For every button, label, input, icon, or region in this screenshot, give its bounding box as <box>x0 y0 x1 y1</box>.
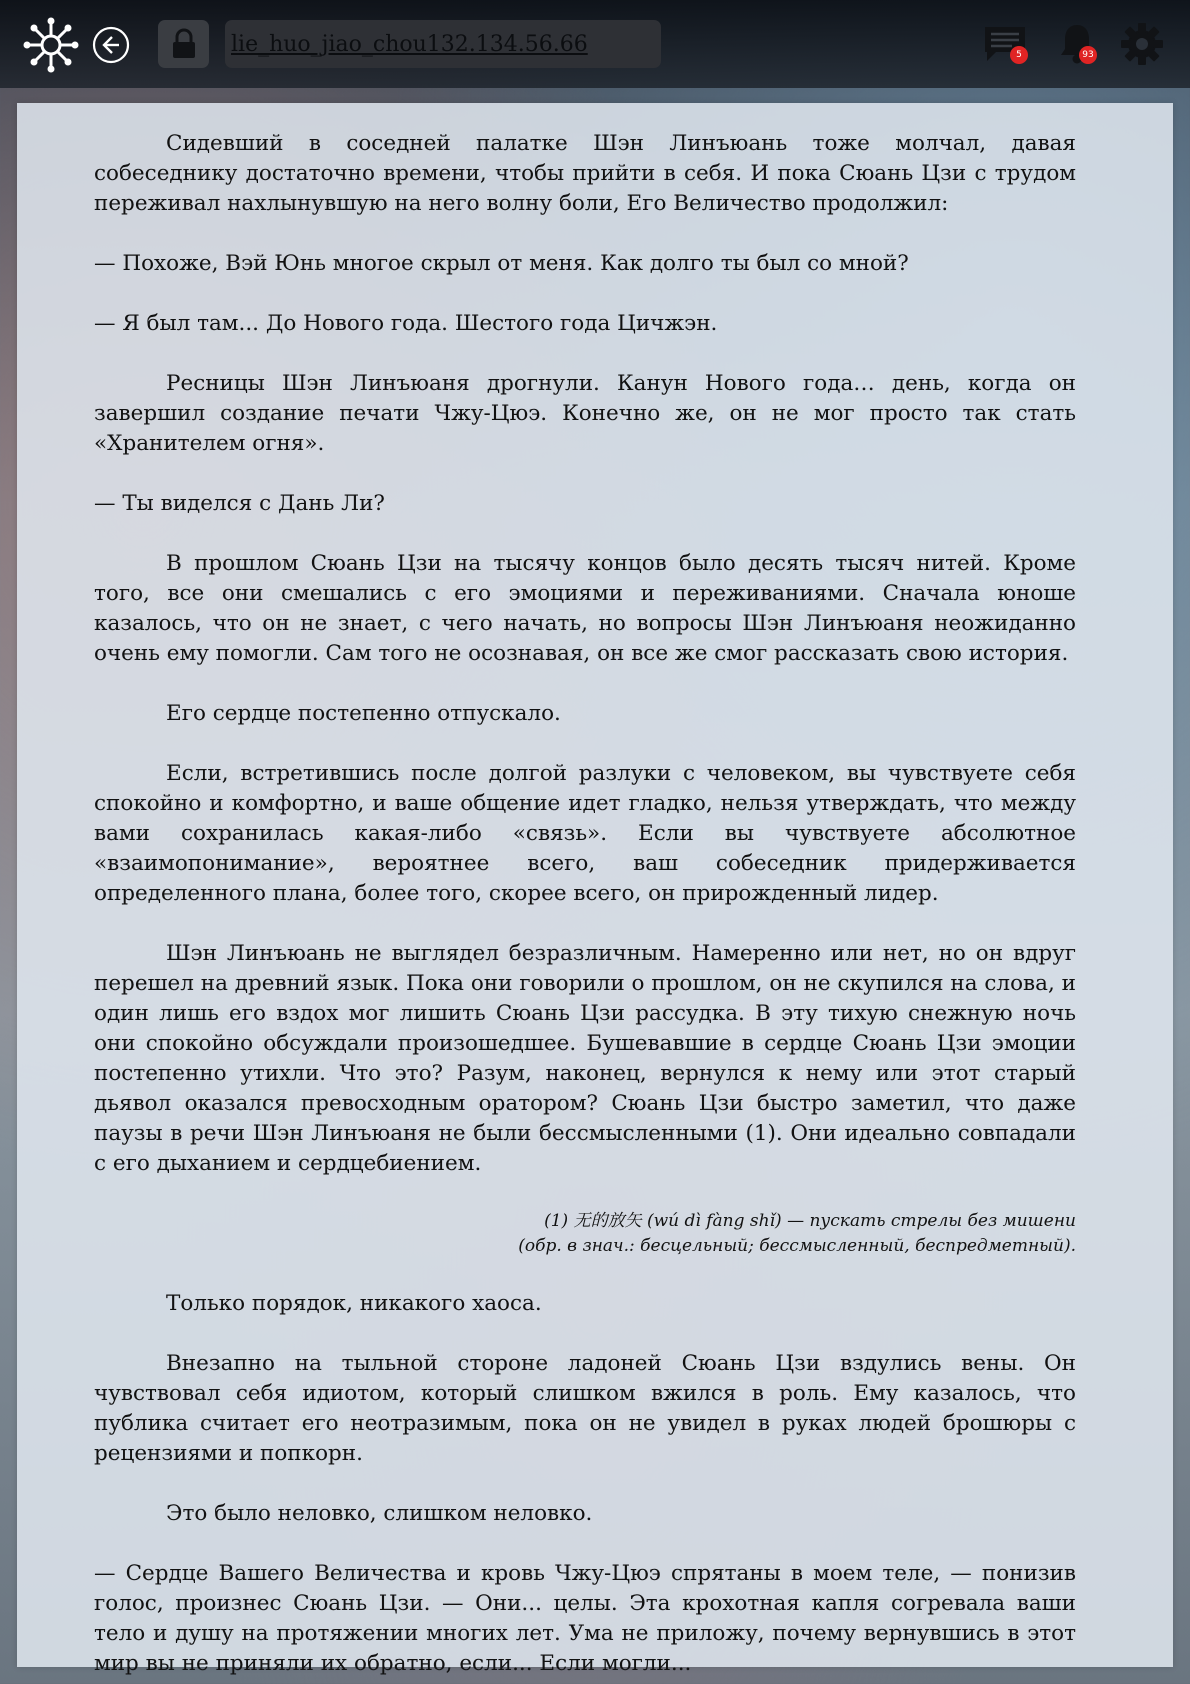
paragraph: Только порядок, никакого хаоса. <box>166 1291 542 1316</box>
paragraph: Шэн Линъюань не выглядел безразличным. Намеренно или нет, но он вдруг перешел на древний язык. Пока они говорили о прошлом, он не скупился на слова, и один лишь его вздох мог лишить Сюань Цзи рассудка. В эту тихую снежную ночь они спокойно обсуждали произошедшее. Бушевавшие в сердце Сюань Цзи эмоции постепенно утихли. Что это? Разум, наконец, вернулся к нему или этот старый дьявол оказался превосходным оратором? Сюань Цзи быстро заметил, что даже паузы в речи Шэн Линъюаня не были бессмысленными (1). Они идеально совпадали с его дыханием и сердцебиением. <box>94 941 1076 1176</box>
back-arrow-icon[interactable] <box>90 24 132 66</box>
settings-button[interactable] <box>1118 20 1166 68</box>
dialogue-line: — Ты виделся с Дань Ли? <box>94 491 385 516</box>
paragraph: Ресницы Шэн Линъюаня дрогнули. Канун Нового года… день, когда он завершил создание печати Чжу-Цюэ. Конечно же, он не мог просто так стать «Хранителем огня». <box>94 371 1076 456</box>
paragraph: В прошлом Сюань Цзи на тысячу концов было десять тысяч нитей. Кроме того, все они смешались с его эмоциями и переживаниями. Сначала юноше казалось, что он не знает, с чего начать, но вопросы Шэн Линъюаня неожиданно очень ему помогли. Сам того не осознавая, он все же смог рассказать свою история. <box>94 551 1076 666</box>
notifications-count-badge: 93 <box>1079 46 1097 64</box>
paragraph: Его сердце постепенно отпускало. <box>166 701 561 726</box>
lock-button[interactable] <box>158 20 209 68</box>
dialogue-line: — Похоже, Вэй Юнь многое скрыл от меня. Как долго ты был со мной? <box>94 251 909 276</box>
messages-button[interactable] <box>980 22 1030 66</box>
network-logo-icon[interactable] <box>22 16 80 74</box>
gear-icon <box>1119 21 1165 67</box>
paragraph: Внезапно на тыльной стороне ладоней Сюань Цзи вздулись вены. Он чувствовал себя идиотом, который слишком вжился в роль. Ему казалось, что публика считает его неотразимым, пока он не увидел в руках людей брошюры с рецензиями и попкорн. <box>94 1351 1076 1466</box>
top-toolbar <box>0 0 1190 88</box>
footnote-line: (1) 无的放矢 (wú dì fàng shǐ) — пускать стрелы без мишени <box>544 1211 1076 1231</box>
chapter-text <box>94 129 1076 1684</box>
reading-panel <box>17 103 1173 1676</box>
messages-count-badge: 5 <box>1010 46 1028 64</box>
address-input[interactable] <box>225 20 661 68</box>
paragraph: Если, встретившись после долгой разлуки с человеком, вы чувствуете себя спокойно и комфортно, и ваше общение идет гладко, нельзя утверждать, что между вами сохранилась какая-либо «связь». Если вы чувствуете абсолютное «взаимопонимание», вероятнее всего, ваш собеседник придерживается определенного плана, более того, скорее всего, он прирожденный лидер. <box>94 761 1076 906</box>
dialogue-line: — Сердце Вашего Величества и кровь Чжу-Цюэ спрятаны в моем теле, — понизив голос, произнес Сюань Цзи. — Они... целы. Эта крохотная капля согревала ваши тело и душу на протяжении многих лет. Ума не приложу, почему вернувшись в этот мир вы не приняли их обратно, если... Если могли... <box>94 1561 1076 1676</box>
footnote <box>94 1209 1076 1259</box>
notifications-button[interactable] <box>1055 20 1099 66</box>
footnote-line: (обр. в знач.: бесцельный; бессмысленный, беспредметный). <box>518 1236 1076 1256</box>
lock-icon <box>168 27 200 61</box>
paragraph: Это было неловко, слишком неловко. <box>166 1501 593 1526</box>
dialogue-line: — Я был там... До Нового года. Шестого года Цичжэн. <box>94 311 718 336</box>
paragraph: Сидевший в соседней палатке Шэн Линъюань тоже молчал, давая собеседнику достаточно времени, чтобы прийти в себя. И пока Сюань Цзи с трудом переживал нахлынувшую на него волну боли, Его Величество продолжил: <box>94 131 1076 216</box>
